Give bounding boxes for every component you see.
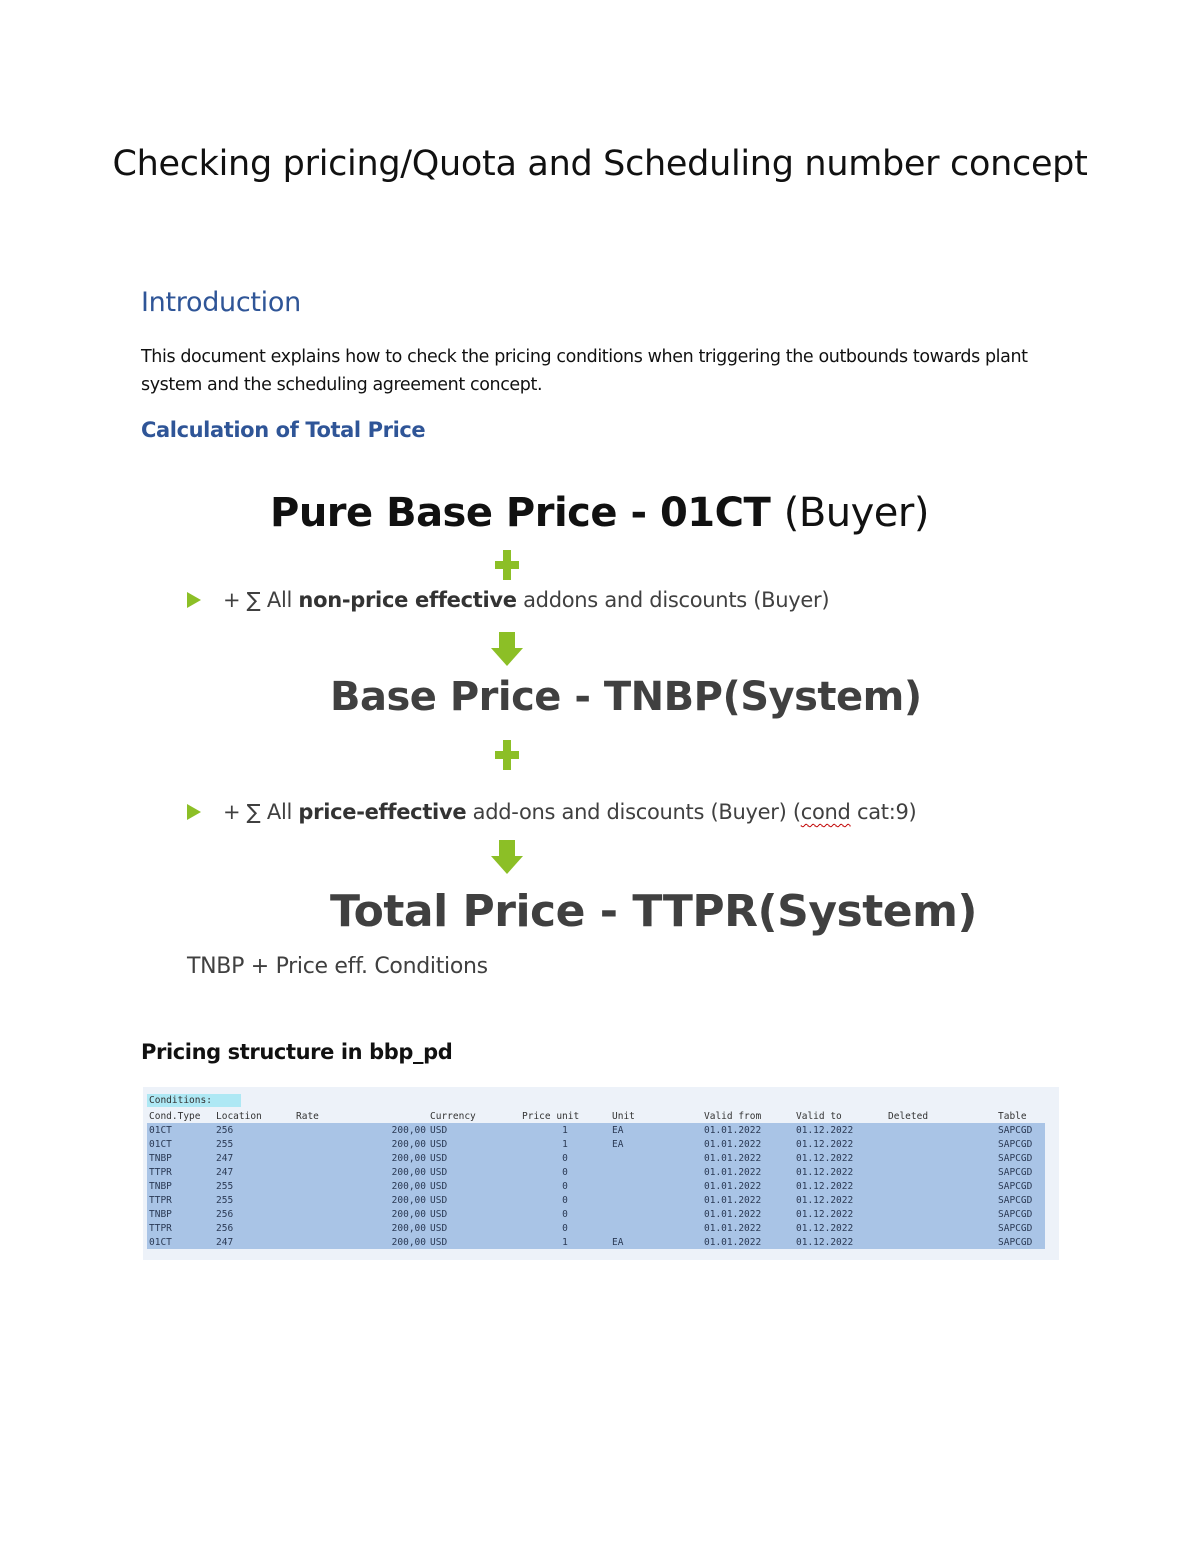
- table-cell: 01.12.2022: [794, 1165, 886, 1179]
- table-cell: [610, 1207, 702, 1221]
- col-header-price-unit: Price unit: [522, 1110, 580, 1122]
- introduction-heading: Introduction: [141, 287, 301, 318]
- table-cell: USD: [428, 1193, 520, 1207]
- table-cell: [610, 1151, 702, 1165]
- table-cell: [610, 1193, 702, 1207]
- table-cell: [886, 1165, 996, 1179]
- table-cell: [886, 1123, 996, 1137]
- col-header-unit: Unit: [612, 1110, 635, 1122]
- table-cell: [886, 1137, 996, 1151]
- table-cell: TNBP: [147, 1179, 214, 1193]
- non-price-effective-bullet: [187, 588, 829, 612]
- table-cell: SAPCGD: [996, 1151, 1045, 1165]
- table-cell: 200,00: [294, 1221, 428, 1235]
- table-cell: 0: [520, 1193, 610, 1207]
- bullet2-spellcheck-word: cond: [800, 800, 851, 824]
- table-row: [147, 1123, 1045, 1137]
- table-row: [147, 1179, 1045, 1193]
- table-cell: USD: [428, 1235, 520, 1249]
- col-header-valid-to: Valid to: [796, 1110, 842, 1122]
- table-cell: SAPCGD: [996, 1179, 1045, 1193]
- table-cell: USD: [428, 1221, 520, 1235]
- table-cell: [886, 1179, 996, 1193]
- table-cell: [886, 1193, 996, 1207]
- table-cell: USD: [428, 1151, 520, 1165]
- table-cell: EA: [610, 1137, 702, 1151]
- table-cell: 200,00: [294, 1179, 428, 1193]
- table-cell: 200,00: [294, 1235, 428, 1249]
- table-row: [147, 1207, 1045, 1221]
- table-cell: 01.12.2022: [794, 1207, 886, 1221]
- table-cell: 255: [214, 1179, 294, 1193]
- table-cell: SAPCGD: [996, 1123, 1045, 1137]
- bullet-triangle-icon: [187, 804, 201, 820]
- table-cell: [886, 1207, 996, 1221]
- table-row: [147, 1165, 1045, 1179]
- table-cell: TTPR: [147, 1221, 214, 1235]
- table-cell: 200,00: [294, 1165, 428, 1179]
- table-cell: EA: [610, 1235, 702, 1249]
- table-cell: 200,00: [294, 1123, 428, 1137]
- table-cell: 247: [214, 1165, 294, 1179]
- table-cell: [886, 1235, 996, 1249]
- table-row: [147, 1137, 1045, 1151]
- total-price-diagram: [0, 470, 1200, 1000]
- table-cell: USD: [428, 1179, 520, 1193]
- table-cell: 01CT: [147, 1123, 214, 1137]
- table-cell: 0: [520, 1207, 610, 1221]
- bullet-triangle-icon: [187, 592, 201, 608]
- table-cell: TNBP: [147, 1207, 214, 1221]
- pure-base-price-label: Pure Base Price - 01CT: [270, 490, 771, 536]
- table-cell: USD: [428, 1137, 520, 1151]
- table-cell: 01.01.2022: [702, 1123, 794, 1137]
- table-cell: 256: [214, 1207, 294, 1221]
- table-cell: 01.01.2022: [702, 1221, 794, 1235]
- table-cell: 01.12.2022: [794, 1221, 886, 1235]
- table-cell: SAPCGD: [996, 1221, 1045, 1235]
- pricing-structure-heading: Pricing structure in bbp_pd: [141, 1040, 453, 1064]
- table-cell: USD: [428, 1165, 520, 1179]
- bullet2-bold: price-effective: [298, 800, 467, 824]
- table-cell: [610, 1179, 702, 1193]
- table-cell: 01.12.2022: [794, 1235, 886, 1249]
- table-cell: USD: [428, 1207, 520, 1221]
- table-cell: 01.12.2022: [794, 1193, 886, 1207]
- total-price-formula: TNBP + Price eff. Conditions: [187, 954, 488, 979]
- table-cell: 01CT: [147, 1137, 214, 1151]
- table-cell: 200,00: [294, 1137, 428, 1151]
- table-cell: 01.01.2022: [702, 1179, 794, 1193]
- table-cell: 01.01.2022: [702, 1193, 794, 1207]
- plus-icon: [495, 740, 519, 770]
- document-title: Checking pricing/Quota and Scheduling number concept: [112, 144, 1088, 184]
- price-effective-bullet: [187, 800, 916, 824]
- table-cell: 01.12.2022: [794, 1151, 886, 1165]
- table-cell: [886, 1151, 996, 1165]
- table-cell: 01.12.2022: [794, 1179, 886, 1193]
- introduction-paragraph: This document explains how to check the pricing conditions when triggering the outbounds towards plant system and the scheduling agreement concept.: [141, 347, 1028, 395]
- table-cell: 01.01.2022: [702, 1151, 794, 1165]
- conditions-screenshot: [143, 1087, 1059, 1260]
- table-cell: SAPCGD: [996, 1207, 1045, 1221]
- table-cell: 247: [214, 1151, 294, 1165]
- table-cell: SAPCGD: [996, 1137, 1045, 1151]
- total-price-title: Total Price - TTPR(System): [330, 886, 978, 937]
- table-row: [147, 1221, 1045, 1235]
- table-row: [147, 1193, 1045, 1207]
- pure-base-price-role: (Buyer): [783, 490, 929, 536]
- table-cell: 1: [520, 1137, 610, 1151]
- table-cell: 200,00: [294, 1151, 428, 1165]
- table-row: [147, 1151, 1045, 1165]
- bullet2-middle: add-ons and discounts (Buyer) (: [466, 800, 801, 824]
- table-cell: 01.01.2022: [702, 1137, 794, 1151]
- table-cell: 1: [520, 1123, 610, 1137]
- table-cell: 247: [214, 1235, 294, 1249]
- table-cell: SAPCGD: [996, 1165, 1045, 1179]
- table-cell: 200,00: [294, 1193, 428, 1207]
- plus-icon: [495, 550, 519, 580]
- table-cell: 01.01.2022: [702, 1165, 794, 1179]
- bullet1-bold: non-price effective: [298, 588, 517, 612]
- bullet2-suffix: cat:9): [850, 800, 917, 824]
- calculation-heading: Calculation of Total Price: [141, 418, 426, 442]
- table-cell: EA: [610, 1123, 702, 1137]
- base-price-title: Base Price - TNBP(System): [330, 674, 922, 720]
- bullet1-suffix: addons and discounts (Buyer): [516, 588, 830, 612]
- bullet1-prefix: + ∑ All: [223, 588, 299, 612]
- pure-base-price-title: [270, 490, 929, 536]
- table-cell: TNBP: [147, 1151, 214, 1165]
- table-cell: 01.12.2022: [794, 1137, 886, 1151]
- table-cell: USD: [428, 1123, 520, 1137]
- table-cell: 01.12.2022: [794, 1123, 886, 1137]
- table-cell: [610, 1165, 702, 1179]
- table-cell: 256: [214, 1123, 294, 1137]
- table-cell: 255: [214, 1137, 294, 1151]
- col-header-deleted: Deleted: [888, 1110, 929, 1122]
- table-cell: 255: [214, 1193, 294, 1207]
- arrow-down-icon: [491, 840, 523, 874]
- col-header-rate: Rate: [296, 1110, 319, 1122]
- table-cell: 0: [520, 1151, 610, 1165]
- table-cell: TTPR: [147, 1193, 214, 1207]
- bullet2-prefix: + ∑ All: [223, 800, 299, 824]
- conditions-header-row: [147, 1109, 1045, 1123]
- table-cell: TTPR: [147, 1165, 214, 1179]
- table-cell: [886, 1221, 996, 1235]
- table-cell: SAPCGD: [996, 1235, 1045, 1249]
- table-cell: 01.01.2022: [702, 1235, 794, 1249]
- table-cell: 01CT: [147, 1235, 214, 1249]
- conditions-caption: Conditions:: [147, 1094, 241, 1107]
- table-cell: 256: [214, 1221, 294, 1235]
- col-header-location: Location: [216, 1110, 262, 1122]
- table-cell: 1: [520, 1235, 610, 1249]
- col-header-currency: Currency: [430, 1110, 476, 1122]
- table-row: [147, 1235, 1045, 1249]
- col-header-table: Table: [998, 1110, 1027, 1122]
- table-cell: 01.01.2022: [702, 1207, 794, 1221]
- table-cell: 200,00: [294, 1207, 428, 1221]
- table-cell: 0: [520, 1221, 610, 1235]
- col-header-valid-from: Valid from: [704, 1110, 762, 1122]
- arrow-down-icon: [491, 632, 523, 666]
- table-cell: 0: [520, 1179, 610, 1193]
- table-cell: 0: [520, 1165, 610, 1179]
- table-cell: [610, 1221, 702, 1235]
- table-cell: SAPCGD: [996, 1193, 1045, 1207]
- col-header-cond-type: Cond.Type: [149, 1110, 201, 1122]
- conditions-table: [147, 1109, 1045, 1249]
